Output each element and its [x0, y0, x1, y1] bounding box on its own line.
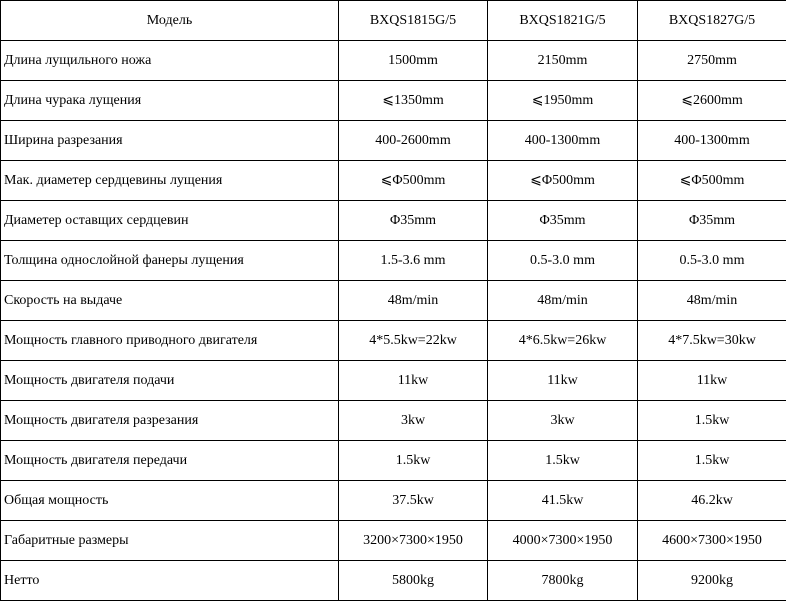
- header-cell-bxqs1815: BXQS1815G/5: [339, 1, 488, 41]
- value-cell: 1.5kw: [488, 441, 638, 481]
- parameter-label-cell: Длина чурака лущения: [1, 81, 339, 121]
- table-row: [1, 201, 786, 241]
- value-cell: 48m/min: [638, 281, 786, 321]
- value-cell: 37.5kw: [339, 481, 488, 521]
- value-cell: 46.2kw: [638, 481, 786, 521]
- table-row: [1, 561, 786, 601]
- parameter-label-cell: Толщина однослойной фанеры лущения: [1, 241, 339, 281]
- parameter-label-cell: Длина лущильного ножа: [1, 41, 339, 81]
- table-row: [1, 81, 786, 121]
- value-cell: 3kw: [488, 401, 638, 441]
- table-row: [1, 401, 786, 441]
- parameter-label-cell: Мак. диаметер сердцевины лущения: [1, 161, 339, 201]
- value-cell: 4000×7300×1950: [488, 521, 638, 561]
- parameter-label-cell: Диаметер оставщих сердцевин: [1, 201, 339, 241]
- value-cell: Φ35mm: [638, 201, 786, 241]
- table-header-row: [1, 1, 786, 41]
- value-cell: 400-2600mm: [339, 121, 488, 161]
- value-cell: 11kw: [488, 361, 638, 401]
- value-cell: 1.5kw: [638, 401, 786, 441]
- value-cell: 2150mm: [488, 41, 638, 81]
- value-cell: ⩽2600mm: [638, 81, 786, 121]
- value-cell: 4*5.5kw=22kw: [339, 321, 488, 361]
- parameter-label-cell: Мощность двигателя передачи: [1, 441, 339, 481]
- table-row: [1, 361, 786, 401]
- parameter-label-cell: Общая мощность: [1, 481, 339, 521]
- parameter-label-cell: Габаритные размеры: [1, 521, 339, 561]
- value-cell: 11kw: [638, 361, 786, 401]
- spec-table-body: [1, 1, 786, 601]
- value-cell: 3200×7300×1950: [339, 521, 488, 561]
- header-cell-model: Модель: [1, 1, 339, 41]
- parameter-label-cell: Нетто: [1, 561, 339, 601]
- value-cell: 48m/min: [339, 281, 488, 321]
- parameter-label-cell: Скорость на выдаче: [1, 281, 339, 321]
- value-cell: 1500mm: [339, 41, 488, 81]
- value-cell: 48m/min: [488, 281, 638, 321]
- parameter-label-cell: Мощность двигателя разрезания: [1, 401, 339, 441]
- value-cell: 9200kg: [638, 561, 786, 601]
- value-cell: 2750mm: [638, 41, 786, 81]
- table-row: [1, 321, 786, 361]
- value-cell: Φ35mm: [488, 201, 638, 241]
- value-cell: 4*7.5kw=30kw: [638, 321, 786, 361]
- value-cell: 400-1300mm: [488, 121, 638, 161]
- value-cell: ⩽Φ500mm: [339, 161, 488, 201]
- header-cell-bxqs1827: BXQS1827G/5: [638, 1, 786, 41]
- value-cell: 1.5kw: [339, 441, 488, 481]
- table-row: [1, 241, 786, 281]
- table-row: [1, 121, 786, 161]
- value-cell: 11kw: [339, 361, 488, 401]
- table-row: [1, 161, 786, 201]
- value-cell: 1.5kw: [638, 441, 786, 481]
- value-cell: 3kw: [339, 401, 488, 441]
- table-row: [1, 521, 786, 561]
- header-cell-bxqs1821: BXQS1821G/5: [488, 1, 638, 41]
- table-row: [1, 481, 786, 521]
- value-cell: ⩽1350mm: [339, 81, 488, 121]
- value-cell: 41.5kw: [488, 481, 638, 521]
- parameter-label-cell: Мощность главного приводного двигателя: [1, 321, 339, 361]
- value-cell: 1.5-3.6 mm: [339, 241, 488, 281]
- value-cell: 400-1300mm: [638, 121, 786, 161]
- value-cell: Φ35mm: [339, 201, 488, 241]
- parameter-label-cell: Мощность двигателя подачи: [1, 361, 339, 401]
- value-cell: 7800kg: [488, 561, 638, 601]
- value-cell: ⩽1950mm: [488, 81, 638, 121]
- value-cell: 4*6.5kw=26kw: [488, 321, 638, 361]
- value-cell: 0.5-3.0 mm: [488, 241, 638, 281]
- value-cell: 5800kg: [339, 561, 488, 601]
- table-row: [1, 281, 786, 321]
- table-row: [1, 441, 786, 481]
- parameter-label-cell: Ширина разрезания: [1, 121, 339, 161]
- value-cell: ⩽Φ500mm: [488, 161, 638, 201]
- value-cell: ⩽Φ500mm: [638, 161, 786, 201]
- value-cell: 0.5-3.0 mm: [638, 241, 786, 281]
- value-cell: 4600×7300×1950: [638, 521, 786, 561]
- table-row: [1, 41, 786, 81]
